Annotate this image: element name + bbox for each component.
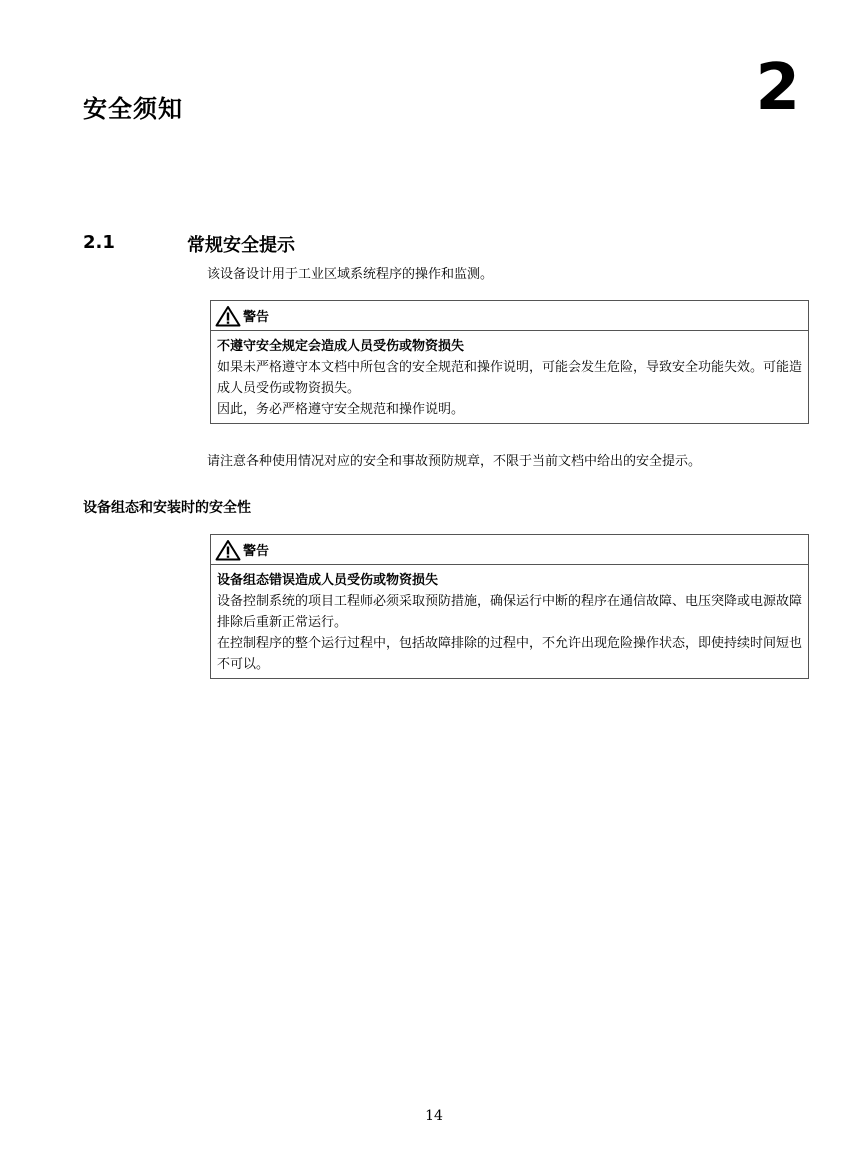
section-title: 常规安全提示 xyxy=(187,235,295,256)
warning-body xyxy=(211,565,808,678)
page-number: 14 xyxy=(425,1108,443,1124)
warning-text: 如果未严格遵守本文档中所包含的安全规范和操作说明，可能会发生危险，导致安全功能失效。可能造成人员受伤或物资损失。 xyxy=(217,360,803,396)
warning-text: 在控制程序的整个运行过程中，包括故障排除的过程中，不允许出现危险操作状态，即使持续时间短也不可以。 xyxy=(217,636,803,672)
warning-header xyxy=(211,535,808,565)
chapter-title: 安全须知 xyxy=(83,95,183,123)
warning-label: 警告 xyxy=(243,310,270,325)
warning-triangle-icon xyxy=(215,305,241,327)
warning-text: 因此，务必严格遵守安全规范和操作说明。 xyxy=(217,402,465,417)
warning-text: 设备控制系统的项目工程师必须采取预防措施，确保运行中断的程序在通信故障、电压突降或电源故障排除后重新正常运行。 xyxy=(217,594,803,630)
warning-header xyxy=(211,301,808,331)
subsection-heading: 设备组态和安装时的安全性 xyxy=(83,500,251,516)
warning-body xyxy=(211,331,808,423)
section-number: 2.1 xyxy=(83,232,115,253)
warning-box xyxy=(210,534,809,679)
section-intro: 该设备设计用于工业区域系统程序的操作和监测。 xyxy=(207,267,494,282)
warning-subject: 不遵守安全规定会造成人员受伤或物资损失 xyxy=(217,339,465,354)
warning-box xyxy=(210,300,809,424)
warning-subject: 设备组态错误造成人员受伤或物资损失 xyxy=(217,573,439,588)
section-note: 请注意各种使用情况对应的安全和事故预防规章，不限于当前文档中给出的安全提示。 xyxy=(207,454,702,469)
warning-label: 警告 xyxy=(243,544,270,559)
warning-triangle-icon xyxy=(215,539,241,561)
chapter-number: 2 xyxy=(755,51,800,125)
